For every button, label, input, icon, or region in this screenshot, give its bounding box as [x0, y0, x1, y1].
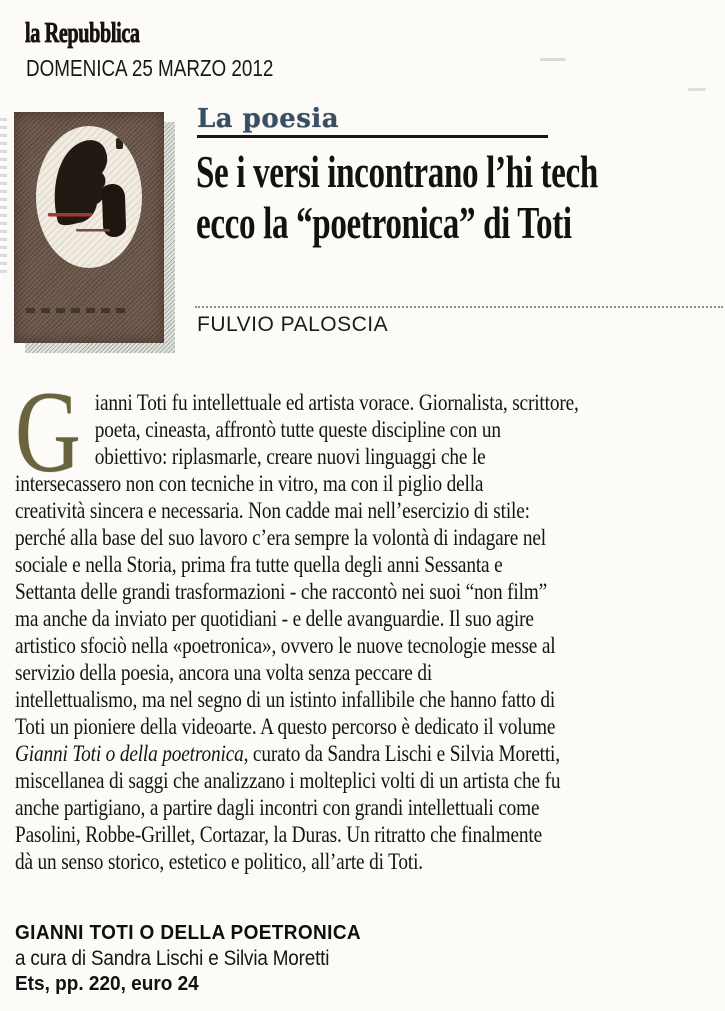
body-text-line: sociale e nella Storia, prima fra tutte quella degli anni Sessanta e	[15, 552, 503, 577]
masthead-logo: la Repubblica	[25, 18, 140, 49]
book-info-title: GIANNI TOTI O DELLA POETRONICA	[15, 922, 362, 944]
body-text-line: intellettualismo, ma nel segno di un istinto infallibile che hanno fatto di	[15, 687, 556, 712]
body-text-line: Toti un pioniere della videoarte. A questo percorso è dedicato il volume	[15, 714, 556, 739]
kicker-underline	[197, 135, 548, 138]
section-kicker: La poesia	[197, 104, 340, 134]
body-text-line: Pasolini, Robbe-Grillet, Cortazar, la Duras. Un ritratto che finalmente	[15, 822, 543, 847]
body-text-line: anche partigiano, a partire dagli incontri con grandi intellettuali come	[15, 795, 540, 820]
book-info-publisher: Ets, pp. 220, euro 24	[15, 973, 199, 995]
body-text	[15, 368, 721, 875]
body-text-line: obiettivo: riplasmarle, creare nuovi linguaggi che le	[94, 444, 486, 469]
cover-small-text-mark	[76, 229, 110, 232]
body-text-line: servizio della poesia, ancora una volta senza peccare di	[15, 660, 433, 685]
masthead-date: DOMENICA 25 MARZO 2012	[26, 55, 274, 81]
body-text-line: intersecassero non con tecniche in vitro, ma con il piglio della	[15, 471, 484, 496]
book-cover-oval-art	[36, 126, 142, 268]
headline-line-1: Se i versi incontrano l’hi tech	[196, 146, 598, 197]
body-text-line: Gianni Toti o della poetronica, curato da Sandra Lischi e Silvia Moretti,	[15, 741, 560, 766]
body-text-line: dà un senso storico, estetico e politico, all’arte di Toti.	[15, 849, 423, 874]
scan-artifact-speck	[540, 58, 566, 61]
headline	[196, 146, 725, 248]
book-cover-board	[14, 112, 164, 343]
body-text-line: artistico sfociò nella «poetronica», ovvero le nuove tecnologie messe al	[15, 633, 556, 658]
scan-artifact-left	[0, 118, 7, 273]
cover-red-dot	[40, 242, 45, 248]
book-cover-image	[14, 112, 164, 343]
byline: FULVIO PALOSCIA	[197, 313, 389, 336]
body-text-line: poeta, cineasta, affrontò tutte queste discipline con un	[94, 417, 501, 442]
article-body	[15, 368, 721, 875]
book-info	[15, 921, 379, 996]
headline-line-2: ecco la “poetronica” di Toti	[196, 197, 572, 248]
body-text-line: Settanta delle grandi trasformazioni - che raccontò nei suoi “non film”	[15, 579, 548, 604]
cover-red-text-mark	[48, 213, 92, 217]
body-text-line: ianni Toti fu intellettuale ed artista vorace. Giornalista, scrittore,	[94, 390, 579, 415]
silhouette-portrait-icon	[36, 126, 142, 268]
byline-rule	[195, 306, 723, 308]
body-text-line: miscellanea di saggi che analizzano i molteplici volti di un artista che fu	[15, 768, 561, 793]
body-text-line: creatività sincera e necessaria. Non cadde mai nell’esercizio di stile:	[15, 498, 530, 523]
body-text-line: ma anche da inviato per quotidiani - e delle avanguardie. Il suo agire	[15, 606, 534, 631]
dropcap: G	[15, 368, 81, 497]
scan-artifact-speck	[688, 88, 706, 91]
cover-bottom-text-mark	[26, 308, 128, 313]
body-text-line: perché alla base del suo lavoro c’era sempre la volontà di indagare nel	[15, 525, 546, 550]
book-info-editors: a cura di Sandra Lischi e Silvia Moretti	[15, 947, 330, 970]
